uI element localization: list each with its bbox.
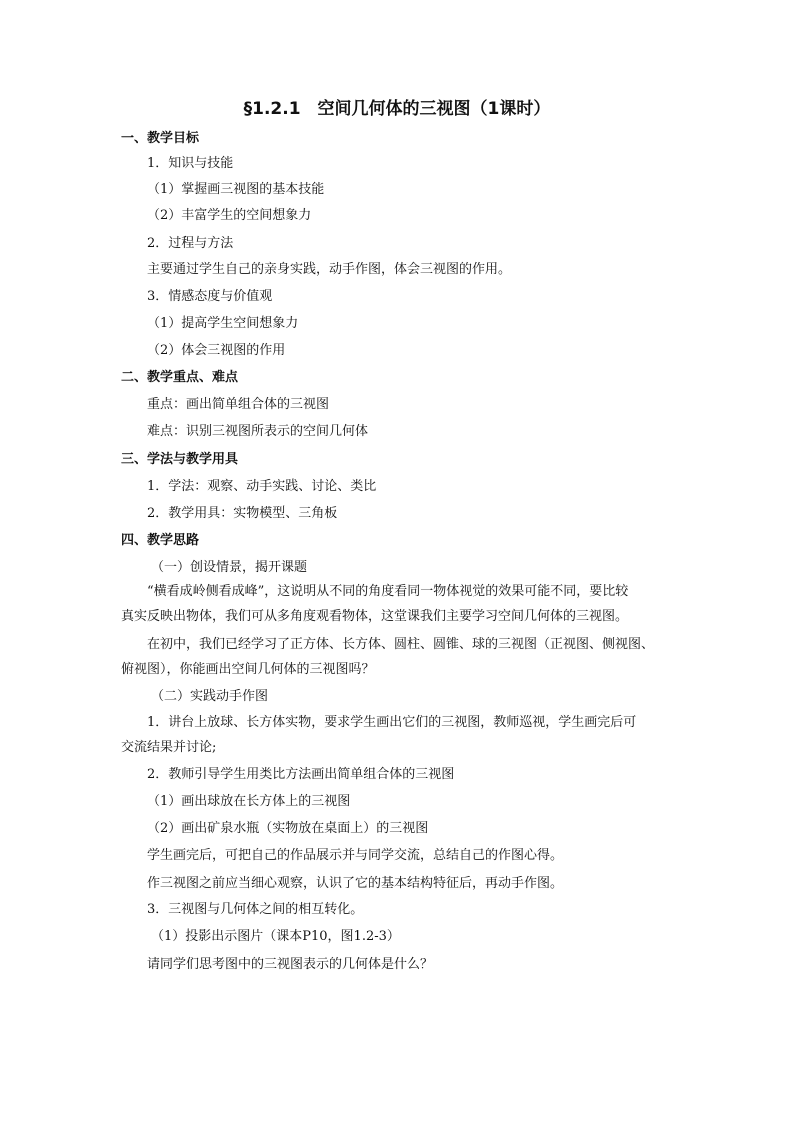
text-line: （1）提高学生空间想象力	[147, 316, 299, 331]
text-line: 交流结果并讨论;	[121, 740, 217, 755]
text-line: 在初中，我们已经学习了正方体、长方体、圆柱、圆锥、球的三视图（正视图、侧视图、	[147, 637, 655, 652]
text-line: 2．教师引导学生用类比方法画出简单组合体的三视图	[147, 767, 455, 782]
section-heading: 三、学法与教学用具	[121, 452, 239, 467]
section-heading: 一、教学目标	[121, 131, 200, 146]
text-line: 俯视图），你能画出空间几何体的三视图吗？	[121, 662, 375, 677]
text-line: 作三视图之前应当细心观察，认识了它的基本结构特征后，再动手作图。	[147, 876, 564, 891]
text-line: （1）掌握画三视图的基本技能	[147, 182, 325, 197]
section-heading: 四、教学思路	[121, 533, 200, 548]
text-line: 主要通过学生自己的亲身实践，动手作图，体会三视图的作用。	[147, 262, 512, 277]
text-line: 真实反映出物体，我们可从多角度观看物体，这堂课我们主要学习空间几何体的三视图。	[121, 609, 629, 624]
section-heading: 二、教学重点、难点	[121, 370, 239, 385]
text-line: （1）画出球放在长方体上的三视图	[147, 794, 351, 809]
text-line: 2．教学用具：实物模型、三角板	[147, 506, 338, 521]
text-line: （二）实践动手作图	[151, 689, 269, 704]
text-line: （2）体会三视图的作用	[147, 343, 286, 358]
text-line: “横看成岭侧看成峰”，这说明从不同的角度看同一物体视觉的效果可能不同，要比较	[147, 584, 629, 599]
text-line: 重点：画出简单组合体的三视图	[147, 397, 330, 412]
text-line: （1）投影出示图片（课本P10，图1.2-3）	[151, 929, 400, 944]
text-line: 1．知识与技能	[147, 156, 234, 171]
page-title: §1.2.1 空间几何体的三视图（1课时）	[243, 99, 551, 119]
text-line: 请同学们思考图中的三视图表示的几何体是什么？	[147, 957, 434, 972]
text-line: 3．三视图与几何体之间的相互转化。	[147, 902, 364, 917]
text-line: （一）创设情景，揭开课题	[151, 560, 308, 575]
text-line: 学生画完后，可把自己的作品展示并与同学交流，总结自己的作图心得。	[147, 848, 564, 863]
text-line: （2）画出矿泉水瓶（实物放在桌面上）的三视图	[147, 821, 429, 836]
text-line: 1．讲台上放球、长方体实物，要求学生画出它们的三视图，教师巡视，学生画完后可	[147, 715, 637, 730]
text-line: 2．过程与方法	[147, 236, 234, 251]
text-line: （2）丰富学生的空间想象力	[147, 208, 312, 223]
text-line: 3．情感态度与价值观	[147, 289, 273, 304]
text-line: 难点：识别三视图所表示的空间几何体	[147, 424, 369, 439]
text-line: 1．学法：观察、动手实践、讨论、类比	[147, 479, 377, 494]
